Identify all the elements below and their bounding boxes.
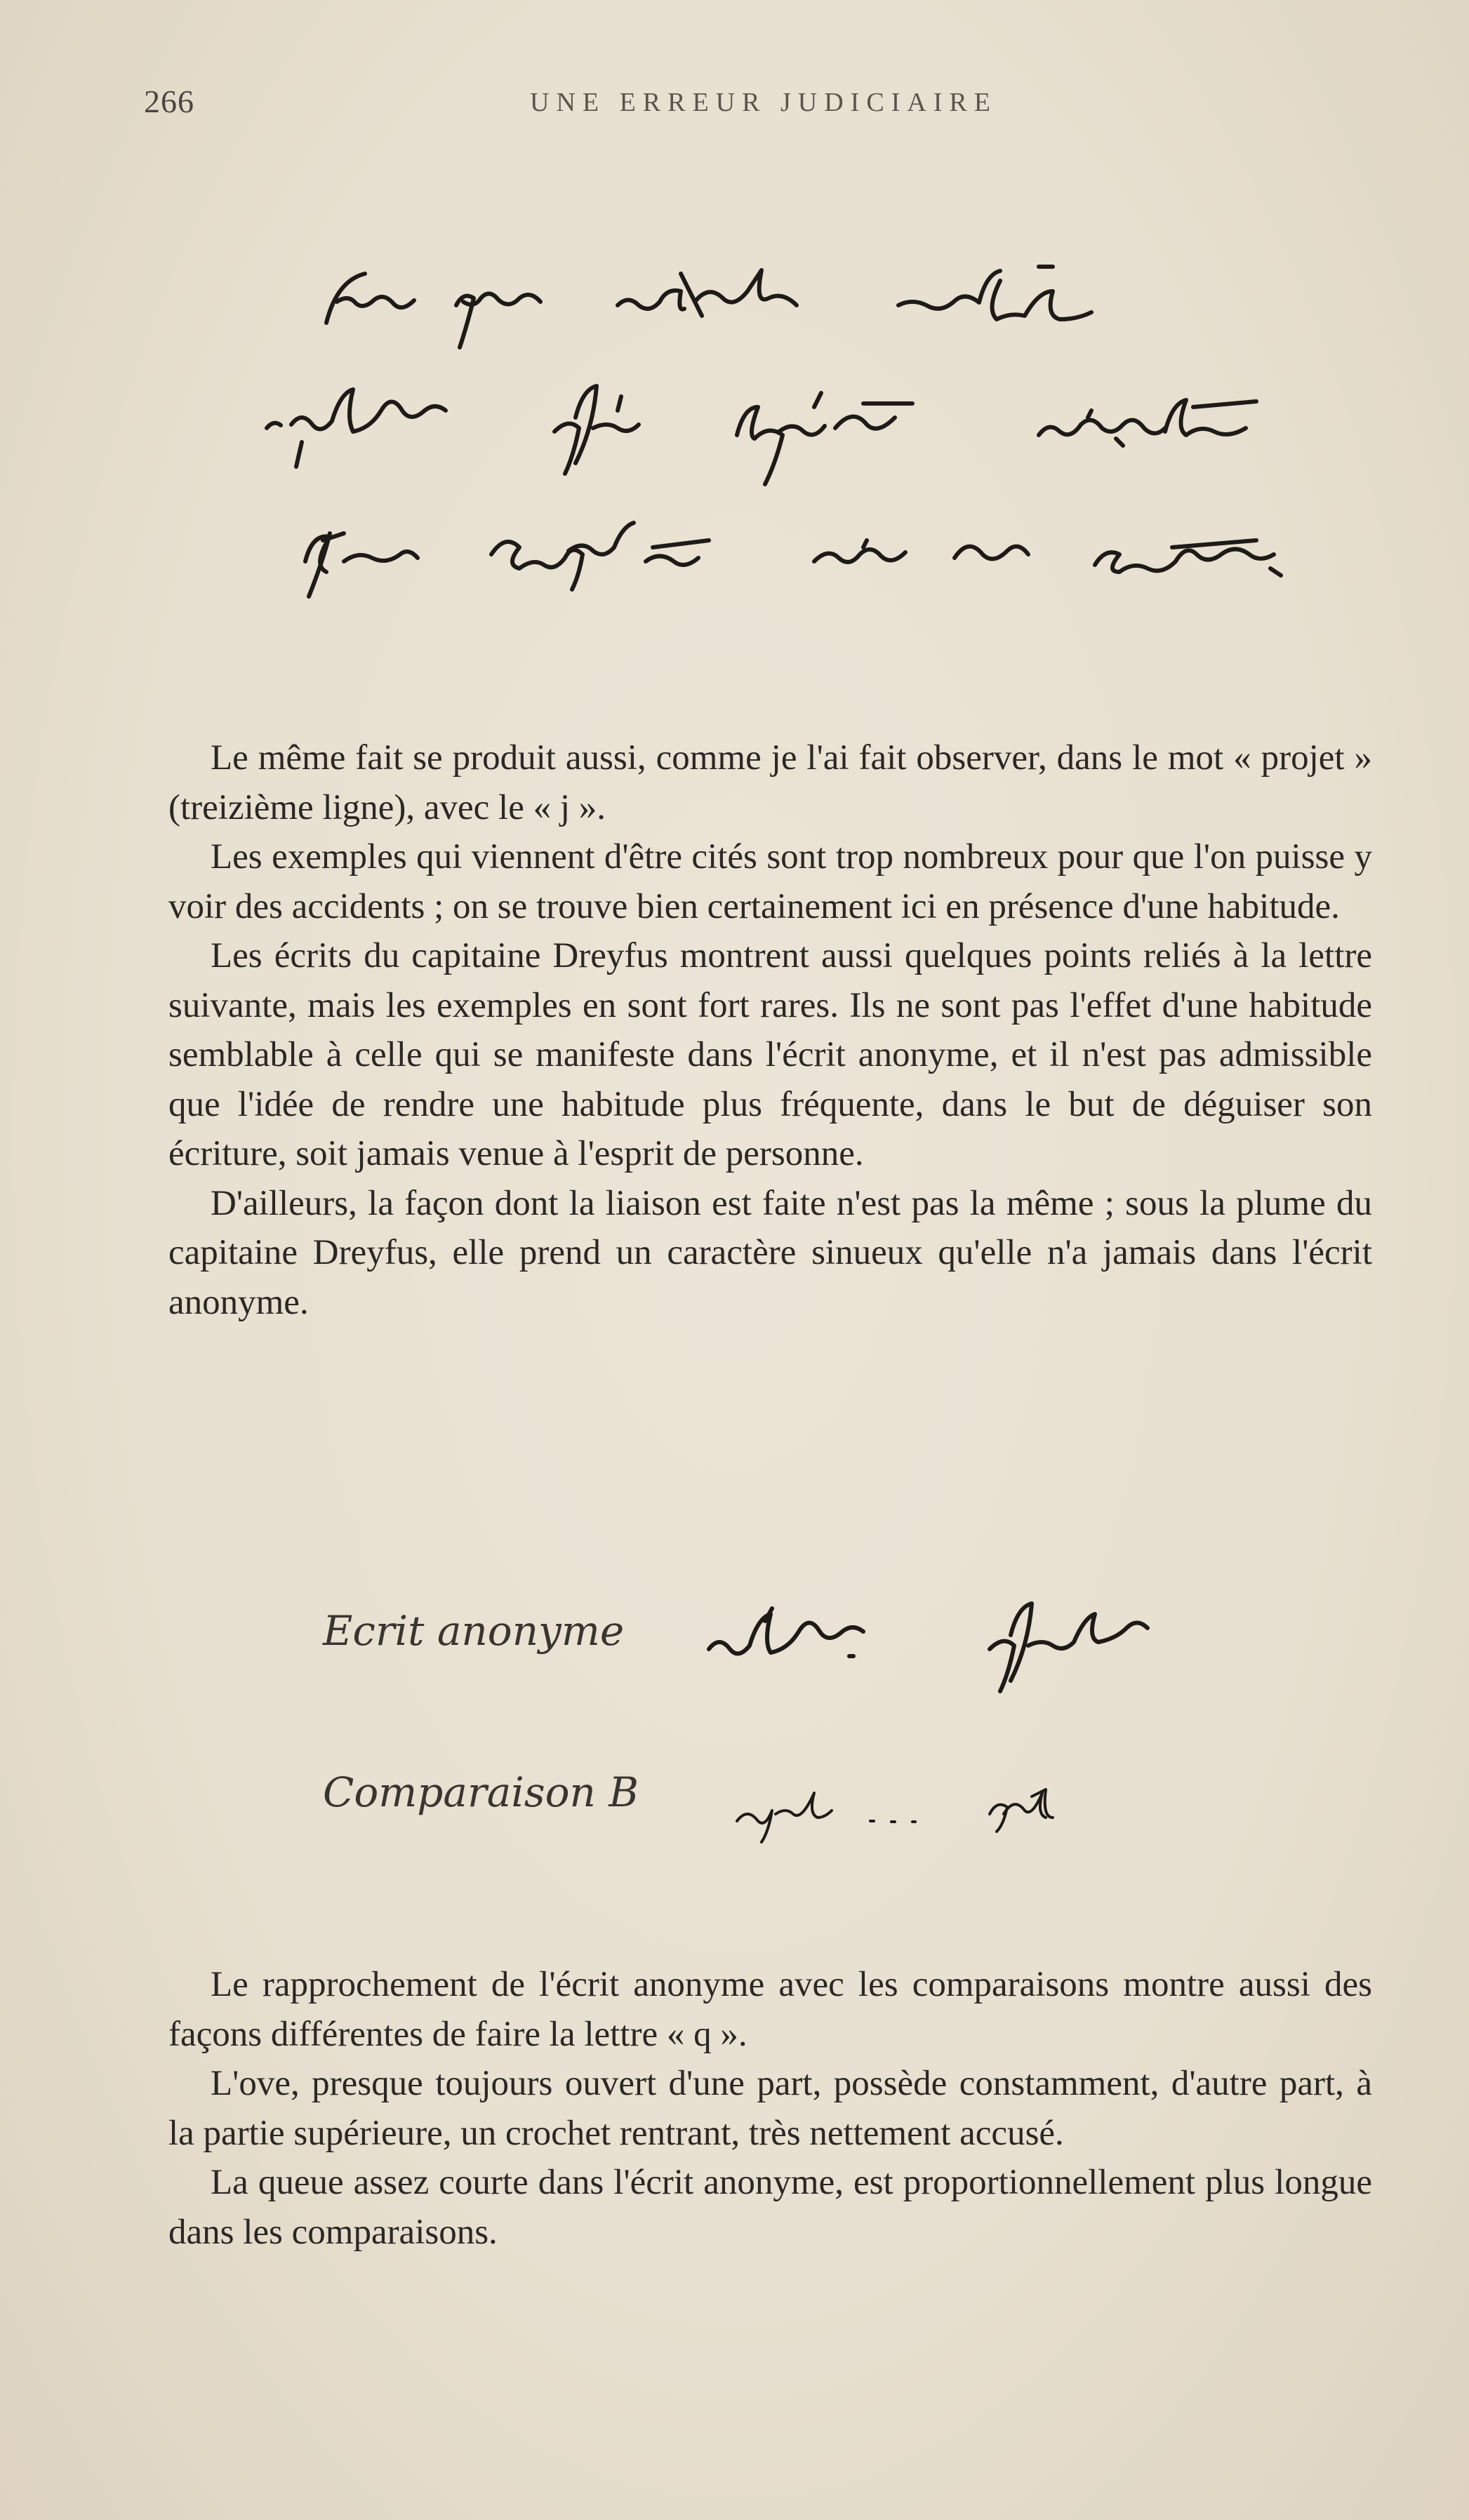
sample-label: Comparaison B <box>323 1768 639 1816</box>
paragraph: Le rapprochement de l'écrit anonyme avec les comparaisons montre aussi des façons différentes de faire la lettre « q ». <box>168 1965 1372 2054</box>
body-text-top <box>168 733 1372 1327</box>
paragraph: Les écrits du capitaine Dreyfus montrent aussi quelques points reliés à la lettre suivante, mais les exemples en sont fort rares. Ils ne sont pas l'effet d'une habitude semblable à celle qui se manifeste dans l'écrit anonyme, et il n'est pas admissible que l'idée de rendre une habitude plus fréquente, dans le but de déguiser son écriture, soit jamais venue à l'esprit de personne. <box>168 936 1372 1173</box>
handwriting-facsimile <box>161 239 1320 632</box>
page-number: 266 <box>144 84 194 119</box>
paragraph: Les exemples qui viennent d'être cités sont trop nombreux pour que l'on puisse y voir des accidents ; on se trouve bien certainement ici en présence d'une habitude. <box>168 837 1372 926</box>
handwriting-sample-drawing <box>681 1593 1186 1698</box>
sample-row-comparaison-b <box>309 1754 1221 1860</box>
sample-label: Ecrit anonyme <box>323 1607 625 1655</box>
page-header <box>144 83 1301 125</box>
paragraph: La queue assez courte dans l'écrit anonyme, est proportionnellement plus longue dans les comparaisons. <box>168 2163 1372 2252</box>
paragraph: D'ailleurs, la façon dont la liaison est faite n'est pas la même ; sous la plume du capitaine Dreyfus, elle prend un caractère sinueux qu'elle n'a jamais dans l'écrit anonyme. <box>168 1183 1372 1322</box>
handwriting-sample-drawing <box>709 1754 1102 1860</box>
paragraph: L'ove, presque toujours ouvert d'une part, possède constamment, d'autre part, à la partie supérieure, un crochet rentrant, très nettement accusé. <box>168 2064 1372 2153</box>
sample-row-ecrit-anonyme <box>309 1593 1221 1698</box>
body-text-bottom <box>168 1960 1372 2257</box>
handwriting-facsimile-drawing <box>161 239 1320 632</box>
running-head: UNE ERREUR JUDICIAIRE <box>530 88 997 117</box>
handwriting-sample <box>681 1593 1186 1698</box>
paragraph: Le même fait se produit aussi, comme je l'ai fait observer, dans le mot « projet » (treizième ligne), avec le « j ». <box>168 738 1372 827</box>
handwriting-sample <box>709 1754 1102 1860</box>
